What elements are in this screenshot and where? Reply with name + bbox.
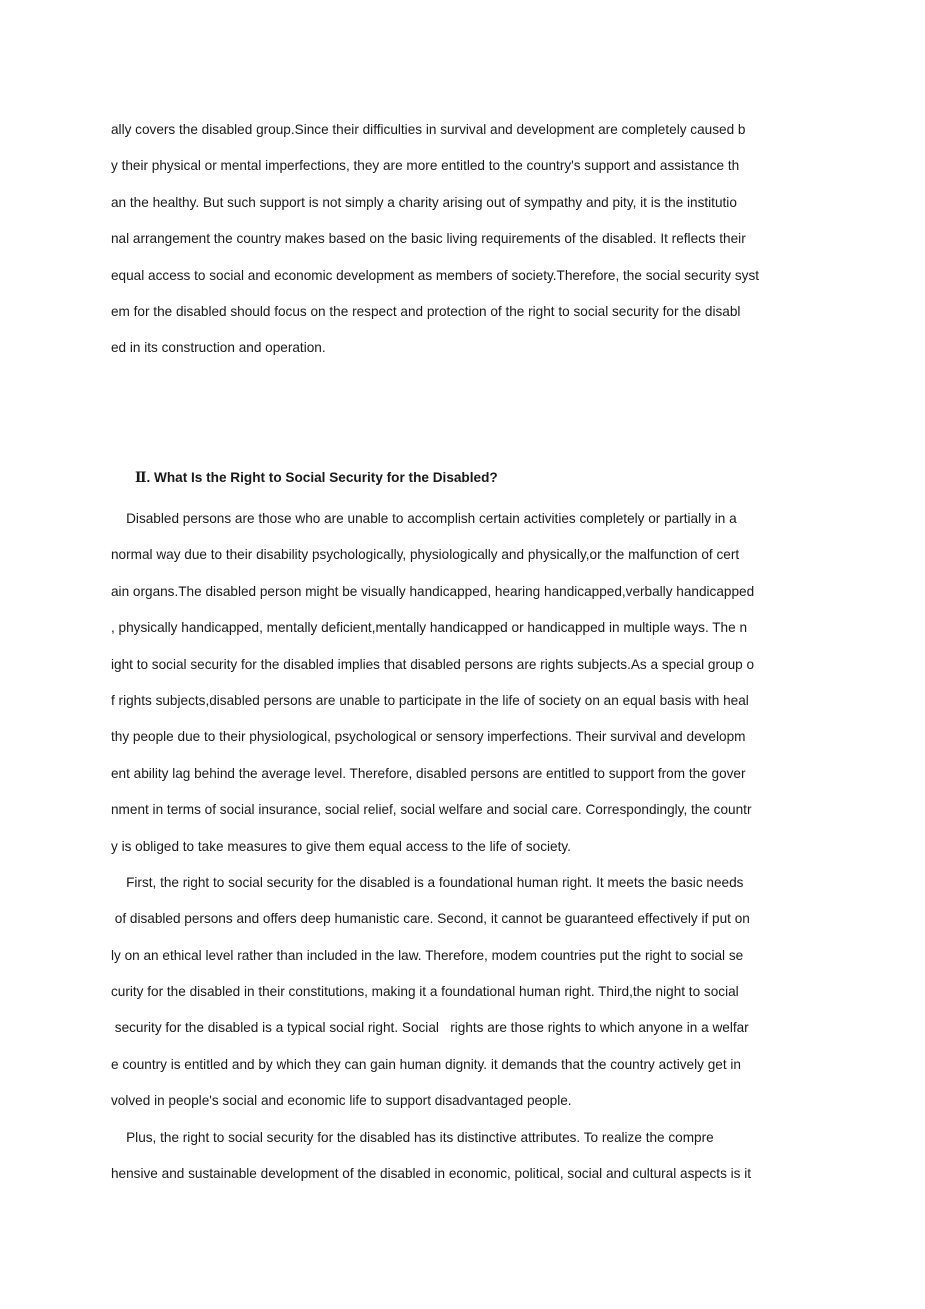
text-line: , physically handicapped, mentally deficient,mentally handicapped or handicapped in multiple ways. The n: [111, 620, 748, 636]
text-line: ight to social security for the disabled implies that disabled persons are rights subjects.As a special group o: [111, 656, 755, 672]
text-line: normal way due to their disability psychologically, physiologically and physically,or the malfunction of cert: [111, 547, 740, 563]
text-line: First, the right to social security for the disabled is a foundational human right. It meets the basic needs: [111, 874, 744, 890]
paragraph-intro: [111, 112, 821, 367]
text-line: y their physical or mental imperfections, they are more entitled to the country's support and assistance th: [111, 158, 740, 174]
text-line: equal access to social and economic development as members of society.Therefore, the social security syst: [111, 267, 760, 283]
text-line: ain organs.The disabled person might be visually handicapped, hearing handicapped,verbally handicapped: [111, 583, 755, 599]
paragraph-main: [111, 501, 821, 1192]
text-line: em for the disabled should focus on the respect and protection of the right to social security for the disabl: [111, 303, 741, 319]
text-line: hensive and sustainable development of the disabled in economic, political, social and cultural aspects is it: [111, 1166, 752, 1182]
text-line: volved in people's social and economic life to support disadvantaged people.: [111, 1093, 572, 1109]
text-line: Disabled persons are those who are unable to accomplish certain activities completely or partially in a: [111, 511, 737, 526]
text-line: ed in its construction and operation.: [111, 340, 326, 356]
text-line: f rights subjects,disabled persons are unable to participate in the life of society on an equal basis with heal: [111, 692, 749, 708]
text-line: y is obliged to take measures to give them equal access to the life of society.: [111, 838, 571, 854]
text-line: nal arrangement the country makes based on the basic living requirements of the disabled. It reflects their: [111, 231, 746, 247]
text-line: ent ability lag behind the average level. Therefore, disabled persons are entitled to support from the gover: [111, 765, 746, 781]
text-line: of disabled persons and offers deep humanistic care. Second, it cannot be guaranteed effectively if put on: [111, 911, 750, 927]
text-line: e country is entitled and by which they can gain human dignity. it demands that the country actively get in: [111, 1056, 741, 1072]
text-line: ly on an ethical level rather than included in the law. Therefore, modem countries put the right to social se: [111, 947, 744, 963]
text-line: nment in terms of social insurance, social relief, social welfare and social care. Correspondingly, the countr: [111, 802, 752, 818]
section-heading: [111, 464, 821, 492]
text-line: thy people due to their physiological, psychological or sensory imperfections. Their survival and developm: [111, 729, 746, 745]
section-title: . What Is the Right to Social Security for the Disabled?: [146, 470, 498, 485]
text-line: security for the disabled is a typical social right. Social rights are those rights to which anyone in a welfar: [111, 1020, 749, 1036]
text-line: curity for the disabled in their constitutions, making it a foundational human right. Third,the night to social: [111, 984, 739, 1000]
section-number: Ⅱ: [135, 470, 147, 486]
text-line: ally covers the disabled group.Since their difficulties in survival and development are completely caused b: [111, 122, 746, 137]
text-line: Plus, the right to social security for the disabled has its distinctive attributes. To realize the compre: [111, 1129, 714, 1145]
text-line: an the healthy. But such support is not simply a charity arising out of sympathy and pity, it is the institutio: [111, 194, 737, 210]
